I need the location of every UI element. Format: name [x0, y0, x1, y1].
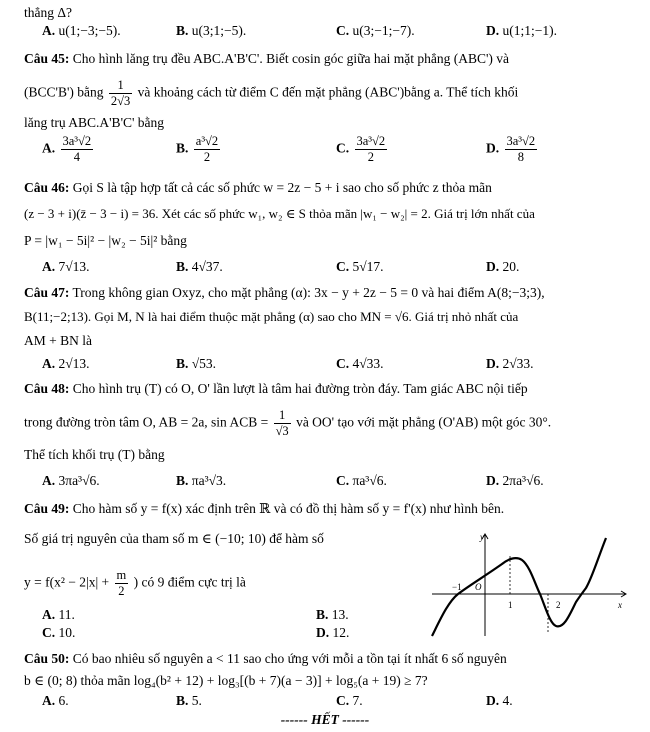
q48-line2: trong đường tròn tâm O, AB = 2a, sin ACB = $\frac{1}{√3}$ và OO' tạo với mặt phẳng (O'AB) một góc 30°.: [24, 408, 552, 438]
q47-option-b: B. √53.: [176, 356, 217, 371]
q50-option-d: D. 4.: [486, 693, 513, 708]
q46-line2: (z − 3 + i)(z̄ − 3 − i) = 36. Xét các số phức w₁, w₂ ∈ S thỏa mãn |w₁ − w₂| = 2. Giá trị lớn nhất của: [24, 206, 535, 221]
prev-option-a: A. u(1;−3;−5).: [42, 23, 121, 38]
graph-x-label: x: [618, 600, 622, 610]
graph-tick-two: 2: [556, 600, 561, 610]
q49-option-c: C. 10.: [42, 625, 76, 640]
q47-line1: Câu 47: Trong không gian Oxyz, cho mặt phẳng (α): 3x − y + 2z − 5 = 0 và hai điểm A(8;−3;3),: [24, 285, 545, 300]
q45-fraction: $\frac{1}{2√3}$: [110, 78, 131, 108]
q46-option-d: D. 20.: [486, 259, 520, 274]
q47-line3: AM + BN là: [24, 333, 92, 348]
q50-option-a: A. 6.: [42, 693, 69, 708]
q45-line3: lăng trụ ABC.A'B'C' bằng: [24, 115, 165, 130]
graph-tick-minus-one: −1: [452, 582, 462, 592]
prev-option-c: C. u(3;−1;−7).: [336, 23, 415, 38]
graph-tick-one: 1: [508, 600, 513, 610]
q49-option-a: A. 11.: [42, 607, 75, 622]
q45-option-d: D. $\frac{\text{3a³√2}}{8}$: [486, 134, 536, 164]
q50-line2: b ∈ (0; 8) thỏa mãn log₄(b² + 12) + log₃[(b + 7)(a − 3)] + log₅(a + 19) ≥ 7?: [24, 673, 428, 688]
q49-option-d: D. 12.: [316, 625, 350, 640]
q48-fraction: $\frac{1}{√3}$: [275, 408, 289, 438]
q45-option-c: C. $\frac{\text{3a³√2}}{2}$: [336, 134, 386, 164]
q49-line2: Số giá trị nguyên của tham số m ∈ (−10; 10) để hàm số: [24, 531, 324, 546]
q48-option-a: A. 3πa³√6.: [42, 473, 100, 488]
q45-line2: (BCC'B') bằng $\frac{1}{2√3}$ và khoảng cách từ điểm C đến mặt phẳng (ABC')bằng a. Thể tích khối: [24, 78, 519, 108]
q49-line3: y = f(x² − 2|x| + $\frac{m}{2}$ ) có 9 điểm cực trị là: [24, 568, 246, 598]
q48-line1: Câu 48: Cho hình trụ (T) có O, O' lần lượt là tâm hai đường tròn đáy. Tam giác ABC nội tiếp: [24, 381, 528, 396]
q47-option-c: C. 4√33.: [336, 356, 384, 371]
q46-option-c: C. 5√17.: [336, 259, 384, 274]
q50-option-c: C. 7.: [336, 693, 363, 708]
prev-question-stem: thẳng Δ?: [24, 5, 73, 20]
graph-origin-label: O: [475, 582, 482, 592]
q47-option-a: A. 2√13.: [42, 356, 90, 371]
q48-option-b: B. πa³√3.: [176, 473, 227, 488]
q48-option-c: C. πa³√6.: [336, 473, 387, 488]
prev-option-d: D. u(1;1;−1).: [486, 23, 557, 38]
q47-option-d: D. 2√33.: [486, 356, 534, 371]
derivative-graph: [430, 528, 630, 638]
q46-option-b: B. 4√37.: [176, 259, 223, 274]
q46-line1: Câu 46: Gọi S là tập hợp tất cả các số phức w = 2z − 5 + i sao cho số phức z thỏa mãn: [24, 180, 492, 195]
q49-option-b: B. 13.: [316, 607, 349, 622]
end-marker: ------ HẾT ------: [280, 712, 370, 727]
q45-option-a: A. $\frac{\text{3a³√2}}{4}$: [42, 134, 92, 164]
q46-line3: P = |w₁ − 5i|² − |w₂ − 5i|² bằng: [24, 233, 187, 248]
q46-option-a: A. 7√13.: [42, 259, 90, 274]
q45-line1: Câu 45: Cho hình lăng trụ đều ABC.A'B'C'. Biết cosin góc giữa hai mặt phẳng (ABC') và: [24, 51, 510, 66]
q49-line1: Câu 49: Cho hàm số y = f(x) xác định trên ℝ và có đồ thị hàm số y = f'(x) như hình bên.: [24, 501, 505, 516]
q48-option-d: D. 2πa³√6.: [486, 473, 544, 488]
graph-y-label: y: [480, 532, 484, 542]
q50-line1: Câu 50: Có bao nhiêu số nguyên a < 11 sao cho ứng với mỗi a tồn tại ít nhất 6 số nguyên: [24, 651, 507, 666]
prev-option-b: B. u(3;1;−5).: [176, 23, 247, 38]
q47-line2: B(11;−2;13). Gọi M, N là hai điểm thuộc mặt phẳng (α) sao cho MN = √6. Giá trị nhỏ nhất của: [24, 309, 519, 324]
q45-option-b: B. $\frac{\text{a³√2}}{2}$: [176, 134, 219, 164]
q50-option-b: B. 5.: [176, 693, 202, 708]
q48-line3: Thể tích khối trụ (T) bằng: [24, 447, 165, 462]
q49-fraction: $\frac{m}{2}$: [116, 568, 127, 598]
